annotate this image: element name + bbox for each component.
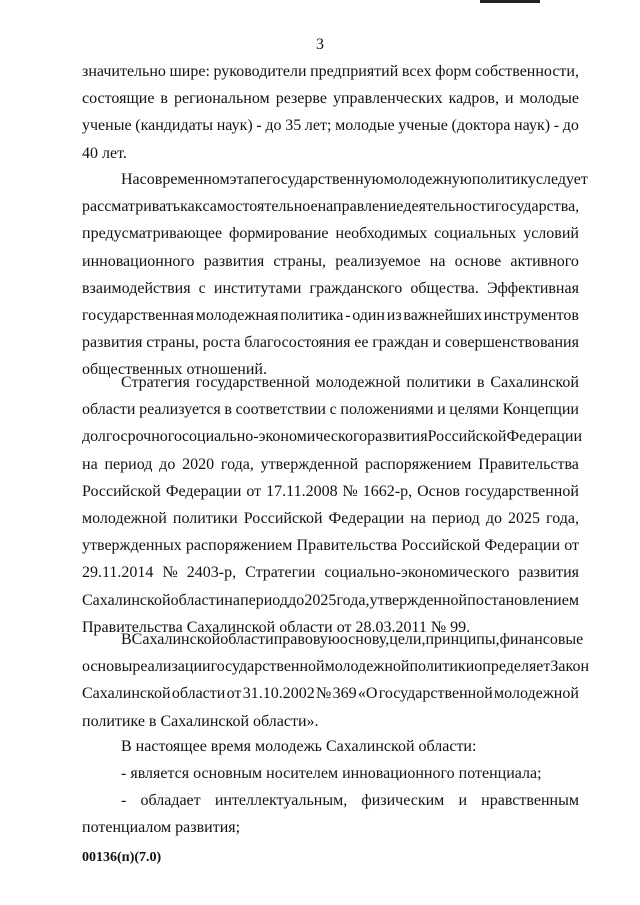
text-line: ученые (кандидаты наук) - до 35 лет; молодые ученые (доктора наук) - до [82, 117, 579, 135]
page-number: 3 [316, 36, 324, 53]
text-line: - обладает интеллектуальным, физическим и нравственным [121, 792, 579, 809]
text-line: долгосрочного социально-экономического развития Российской Федерации [82, 428, 582, 446]
list-item-potential [82, 787, 579, 841]
text-line: основы реализации государственной молодежной политики определяет Закон [82, 658, 590, 676]
text-line: значительно шире: руководители предприятий всех форм собственности, [82, 63, 579, 80]
text-line: Стратегия государственной молодежной политики в Сахалинской [121, 374, 579, 391]
text-line: государственная молодежная политика - один из важнейших инструментов [82, 307, 579, 325]
text-line: - является основным носителем инновационного потенциала; [121, 765, 542, 782]
text-line: Правительства Сахалинской области от 28.03.2011 № 99. [82, 618, 471, 636]
text-line: общественных отношений. [82, 361, 267, 379]
text-line: В Сахалинской области правовую основу, цели, принципы, финансовые [121, 631, 584, 648]
text-line: состоящие в региональном резерве управленческих кадров, и молодые [82, 90, 579, 108]
text-line: области реализуется в соответствии с положениями и целями Концепции [82, 401, 579, 419]
text-line: молодежной политики Российской Федерации на период до 2025 года, [82, 510, 579, 528]
paragraph-continuation [82, 58, 579, 167]
text-line: потенциалом развития; [82, 819, 241, 837]
paragraph-modern-policy [82, 166, 588, 384]
paragraph-strategy [82, 369, 582, 641]
text-line: на период до 2020 года, утвержденной распоряжением Правительства [82, 455, 579, 473]
text-line: Сахалинской области на период до 2025 года, утвержденной постановлением [82, 591, 579, 609]
document-code: 00136(п)(7.0) [82, 850, 162, 865]
text-line: предусматривающее формирование необходимых социальных условий [82, 225, 579, 243]
text-line: взаимодействия с институтами гражданского общества. Эффективная [82, 279, 579, 297]
list-item-innovation [82, 760, 579, 787]
text-line: 29.11.2014 № 2403-р, Стратегии социально-экономического развития [82, 564, 579, 582]
text-line: 40 лет. [82, 144, 127, 162]
text-line: политике в Сахалинской области». [82, 712, 319, 730]
text-line: Российской Федерации от 17.11.2008 № 1662-р, Основ государственной [82, 482, 579, 500]
paragraph-legal-basis [82, 626, 590, 735]
text-line: На современном этапе государственную молодежную политику следует [121, 171, 588, 188]
scan-edge-mark [480, 0, 540, 3]
text-line: развития страны, роста благосостояния ее граждан и совершенствования [82, 334, 579, 352]
paragraph-youth-intro [82, 733, 579, 760]
text-line: В настоящее время молодежь Сахалинской области: [121, 738, 477, 755]
text-line: инновационного развития страны, реализуемое на основе активного [82, 252, 579, 270]
text-line: рассматривать как самостоятельное направление деятельности государства, [82, 198, 580, 216]
text-line: Сахалинской области от 31.10.2002 № 369 «О государственной молодежной [82, 685, 579, 703]
text-line: утвержденных распоряжением Правительства Российской Федерации от [82, 537, 579, 555]
